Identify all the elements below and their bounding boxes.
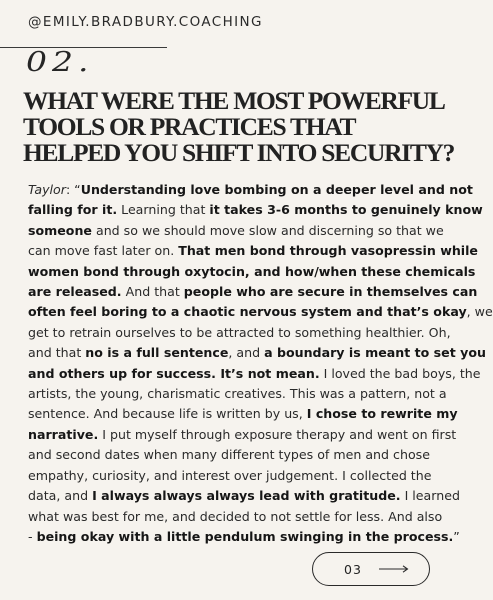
emphasis-text: people who are secure in themselves can — [183, 284, 478, 300]
answer-text: I learned — [400, 488, 460, 504]
answer-line — [28, 404, 468, 424]
answer-line — [28, 221, 468, 241]
emphasis-text: That men bond through vasopressin while — [178, 243, 478, 259]
answer-line — [28, 384, 468, 404]
answer-line — [28, 262, 476, 282]
answer-text: and second dates when many different types of men and chose — [28, 447, 430, 463]
question-number: 02. — [26, 45, 94, 78]
answer-text: ” — [453, 528, 460, 544]
answer-text: sentence. And because life is written by us, — [28, 406, 307, 422]
answer-text: I put myself through exposure therapy and went on first — [98, 426, 457, 442]
emphasis-text: I chose to rewrite my — [306, 406, 458, 422]
next-page-button[interactable] — [312, 552, 430, 586]
answer-line — [28, 364, 481, 384]
answer-text: , and — [228, 345, 265, 361]
question-line: WHAT WERE THE MOST POWERFUL — [23, 86, 445, 115]
emphasis-text: no is a full sentence — [85, 345, 229, 361]
emphasis-text: are released. — [28, 284, 122, 300]
page-number: 03 — [344, 561, 362, 577]
emphasis-text: being okay with a little pendulum swinging in the process. — [36, 528, 454, 544]
answer-line — [28, 425, 468, 445]
answer-text: I loved the bad boys, the — [319, 365, 481, 381]
emphasis-text: women bond through oxytocin, and how/when these chemicals — [28, 263, 476, 279]
emphasis-text: often feel boring to a chaotic nervous system and that’s okay — [28, 304, 467, 320]
answer-text: get to retrain ourselves to be attracted to something healthier. Oh, — [28, 324, 451, 340]
emphasis-text: and others up for success. It’s not mean. — [28, 365, 320, 381]
answer-line — [28, 241, 478, 261]
emphasis-text: Understanding love bombing on a deeper level and not — [80, 182, 473, 197]
answer-text: And that — [121, 284, 184, 300]
answer-text: and that — [28, 345, 86, 361]
account-handle: @EMILY.BRADBURY.COACHING — [28, 14, 263, 30]
long-arrow-right-icon — [379, 565, 409, 573]
answer-line — [28, 527, 468, 547]
emphasis-text: a boundary is meant to set you — [264, 345, 486, 361]
answer-line — [28, 445, 468, 465]
answer-line — [28, 466, 468, 486]
answer-text: : “ — [65, 182, 81, 197]
answer-line — [28, 302, 493, 322]
answer-line — [28, 507, 468, 527]
emphasis-text: narrative. — [28, 426, 99, 442]
question-line: HELPED YOU SHIFT INTO SECURITY? — [23, 138, 455, 167]
emphasis-text: someone — [28, 222, 92, 238]
answer-text: Learning that — [117, 202, 210, 218]
answer-line — [28, 180, 473, 200]
answer-line — [28, 486, 468, 506]
answer-text: data, and — [28, 488, 93, 504]
question-title — [23, 88, 463, 166]
emphasis-text: it takes 3-6 months to genuinely know — [209, 202, 483, 218]
answer-line — [28, 200, 483, 220]
question-line: TOOLS OR PRACTICES THAT — [23, 112, 356, 141]
answer-text: can move fast later on. — [28, 243, 179, 259]
answer-line — [28, 282, 478, 302]
emphasis-text: I always always always lead with gratitude. — [92, 488, 401, 504]
answer-text: empathy, curiosity, and interest over judgement. I collected the — [28, 467, 432, 483]
answer-text: , we — [466, 304, 493, 320]
answer-line — [28, 343, 486, 363]
answer-text: what was best for me, and decided to not settle for less. And also — [28, 508, 443, 524]
answer-body — [28, 180, 493, 547]
answer-line — [28, 323, 468, 343]
answer-text: - — [28, 528, 37, 544]
answer-text: and so we should move slow and discerning so that we — [91, 222, 444, 238]
answer-text: artists, the young, charismatic creatives. This was a pattern, not a — [28, 386, 447, 402]
emphasis-text: falling for it. — [28, 202, 118, 218]
speaker-name: Taylor — [28, 182, 66, 197]
